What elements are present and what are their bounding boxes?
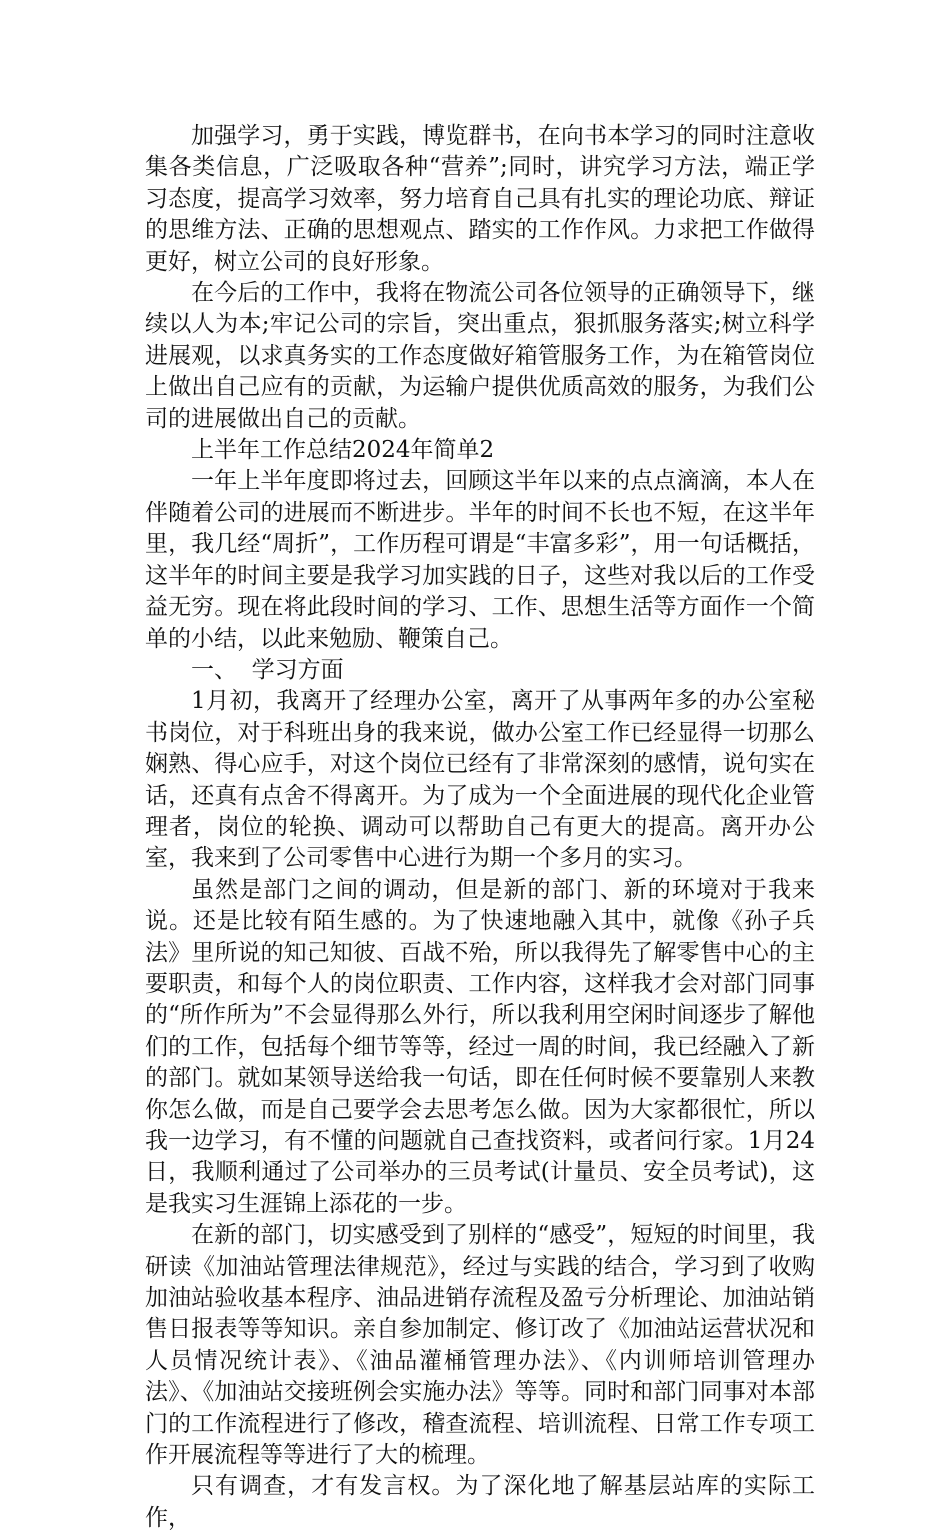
document-body	[145, 121, 815, 1534]
paragraph-future-work: 在今后的工作中，我将在物流公司各位领导的正确领导下，继续以人为本;牢记公司的宗旨，突出重点，狠抓服务落实;树立科学进展观，以求真务实的工作态度做好箱管服务工作，为在箱管岗位上做出自己应有的贡献，为运输户提供优质高效的服务，为我们公司的进展做出自己的贡献。	[145, 280, 815, 432]
paragraph-intro: 一年上半年度即将过去，回顾这半年以来的点点滴滴，本人在伴随着公司的进展而不断进步。半年的时间不长也不短，在这半年里，我几经“周折”，工作历程可谓是“丰富多彩”，用一句话概括，这半年的时间主要是我学习加实践的日子，这些对我以后的工作受益无穷。现在将此段时间的学习、工作、思想生活等方面作一个简单的小结，以此来勉励、鞭策自己。	[145, 468, 815, 652]
paragraph-department-transfer: 虽然是部门之间的调动，但是新的部门、新的环境对于我来说。还是比较有陌生感的。为了快速地融入其中，就像《孙子兵法》里所说的知己知彼、百战不殆，所以我得先了解零售中心的主要职责，和每个人的岗位职责、工作内容，这样我才会对部门同事的“所作所为”不会显得那么外行，所以我利用空闲时间逐步了解他们的工作，包括每个细节等等，经过一周的时间，我已经融入了新的部门。就如某领导送给我一句话，即在任何时候不要靠别人来教你怎么做，而是自己要学会去思考怎么做。因为大家都很忙，所以我一边学习，有不懂的问题就自己查找资料，或者问行家。1月24日，我顺利通过了公司举办的三员考试(计量员、安全员考试)，这是我实习生涯锦上添花的一步。	[145, 876, 815, 1217]
document-heading: 上半年工作总结2024年简单2	[191, 437, 495, 464]
section-title-study: 一、 学习方面	[191, 656, 344, 683]
paragraph-new-department: 在新的部门，切实感受到了别样的“感受”，短短的时间里，我研读《加油站管理法律规范》，经过与实践的结合，学习到了收购加油站验收基本程序、油品进销存流程及盈亏分析理论、加油站销售日报表等等知识。亲自参加制定、修订改了《加油站运营状况和人员情况统计表》、《油品灌桶管理办法》、《内训师培训管理办法》、《加油站交接班例会实施办法》等等。同时和部门同事对本部门的工作流程进行了修改，稽查流程、培训流程、日常工作专项工作开展流程等等进行了大的梳理。	[145, 1222, 815, 1469]
paragraph-investigation: 只有调查，才有发言权。为了深化地了解基层站库的实际工作，	[145, 1473, 815, 1531]
paragraph-study: 加强学习，勇于实践，博览群书，在向书本学习的同时注意收集各类信息，广泛吸取各种“营养”;同时，讲究学习方法，端正学习态度，提高学习效率，努力培育自己具有扎实的理论功底、辩证的思维方法、正确的思想观点、踏实的工作作风。力求把工作做得更好，树立公司的良好形象。	[145, 123, 815, 275]
paragraph-january: 1月初，我离开了经理办公室，离开了从事两年多的办公室秘书岗位，对于科班出身的我来说，做办公室工作已经显得一切那么娴熟、得心应手，对这个岗位已经有了非常深刻的感情，说句实在话，还真有点舍不得离开。为了成为一个全面进展的现代化企业管理者，岗位的轮换、调动可以帮助自己有更大的提高。离开办公室，我来到了公司零售中心进行为期一个多月的实习。	[145, 688, 815, 872]
